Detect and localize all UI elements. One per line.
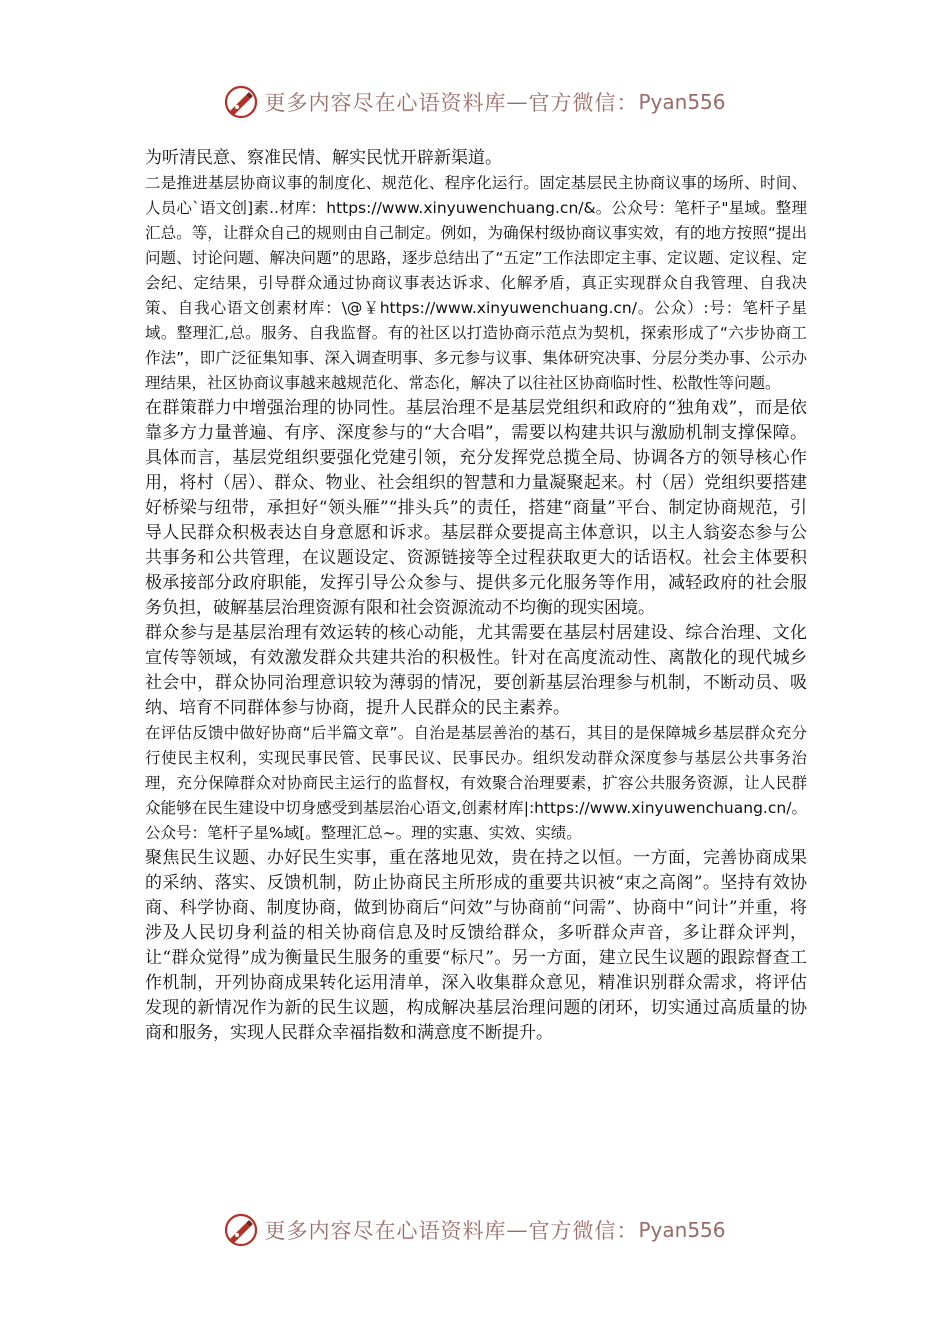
banner-title: 更多内容尽在心语资料库 [264,1219,507,1243]
banner-separator: — [506,90,529,114]
paragraph-4: 群众参与是基层治理有效运转的核心动能，尤其需要在基层村居建设、综合治理、文化宣传等领域，有效激发群众共建共治的积极性。针对在高度流动性、离散化的现代城乡社会中，群众协同治理意识较为薄弱的情况，要创新基层治理参与机制，不断动员、吸纳、培育不同群体参与协商，提升人民群众的民主素养。 [145,623,807,718]
pen-circle-logo-icon [224,1213,258,1247]
banner-title: 更多内容尽在心语资料库 [264,91,507,115]
footer-banner [0,1208,950,1252]
banner-wechat-id: Pyan556 [638,1218,726,1242]
paragraph-2: 二是推进基层协商议事的制度化、规范化、程序化运行。固定基层民主协商议事的场所、时间、人员心`语文创]素..材库：https://www.xinyuwenchuang.cn/&。公众号：笔杆子"星域。整理汇总。等，让群众自己的规则由自己制定。例如，为确保村级协商议事实效，有的地方按照“提出问题、讨论问题、解决问题”的思路，逐步总结出了“五定”工作法即定主事、定议题、定议程、定会纪、定结果，引导群众通过协商议事表达诉求、化解矛盾，真正实现群众自我管理、自我决策、自我心语文创素材库：\@￥https://www.xinyuwenchuang.cn/。公众）:号：笔杆子星域。整理汇,总。服务、自我监督。有的社区以打造协商示范点为契机，探索形成了“六步协商工作法”，即广泛征集知事、深入调查明事、多元参与议事、集体研究决事、分层分类办事、公示办理结果，社区协商议事越来越规范化、常态化，解决了以往社区协商临时性、松散性等问题。 [145,174,808,392]
paragraph-5: 在评估反馈中做好协商“后半篇文章”。自治是基层善治的基石，其目的是保障城乡基层群众充分行使民主权利，实现民事民管、民事民议、民事民办。组织发动群众深度参与基层公共事务治理，充分保障群众对协商民主运行的监督权，有效聚合治理要素，扩容公共服务资源，让人民群众能够在民生建设中切身感受到基层治心语文,创素材库|:https://www.xinyuwenchuang.cn/。公众号：笔杆子星%域[。整理汇总~。理的实惠、实效、实绩。 [145,724,807,842]
pen-circle-logo-icon [224,85,258,119]
paragraph-6: 聚焦民生议题、办好民生实事，重在落地见效，贵在持之以恒。一方面，完善协商成果的采纳、落实、反馈机制，防止协商民主所形成的重要共识被“束之高阁”。坚持有效协商、科学协商、制度协商，做到协商后“问效”与协商前“问需”、协商中“问计”并重，将涉及人民切身利益的相关协商信息及时反馈给群众，多听群众声音，多让群众评判，让“群众觉得”成为衡量民生服务的重要“标尺”。另一方面，建立民生议题的跟踪督查工作机制，开列协商成果转化运用清单，深入收集群众意见，精准识别群众需求，将评估发现的新情况作为新的民生议题，构成解决基层治理问题的闭环，切实通过高质量的协商和服务，实现人民群众幸福指数和满意度不断提升。 [145,848,807,1043]
paragraph-3: 在群策群力中增强治理的协同性。基层治理不是基层党组织和政府的“独角戏”，而是依靠多方力量普遍、有序、深度参与的“大合唱”，需要以构建共识与激励机制支撑保障。具体而言，基层党组织要强化党建引领，充分发挥党总揽全局、协调各方的领导核心作用，将村（居）、群众、物业、社会组织的智慧和力量凝聚起来。村（居）党组织要搭建好桥梁与纽带，承担好“领头雁”“排头兵”的责任，搭建“商量”平台、制定协商规范，引导人民群众积极表达自身意愿和诉求。基层群众要提高主体意识，以主人翁姿态参与公共事务和公共管理，在议题设定、资源链接等全过程获取更大的话语权。社会主体要积极承接部分政府职能，发挥引导公众参与、提供多元化服务等作用，减轻政府的社会服务负担，破解基层治理资源有限和社会资源流动不均衡的现实困境。 [145,398,807,618]
header-banner [0,80,950,124]
banner-separator: — [506,1218,529,1242]
banner-wechat-label: 官方微信： [528,91,639,115]
banner-wechat-id: Pyan556 [638,90,726,114]
banner-wechat-label: 官方微信： [528,1219,639,1243]
paragraph-1: 为听清民意、察准民情、解实民忧开辟新渠道。 [145,148,502,168]
document-body [145,146,807,1046]
